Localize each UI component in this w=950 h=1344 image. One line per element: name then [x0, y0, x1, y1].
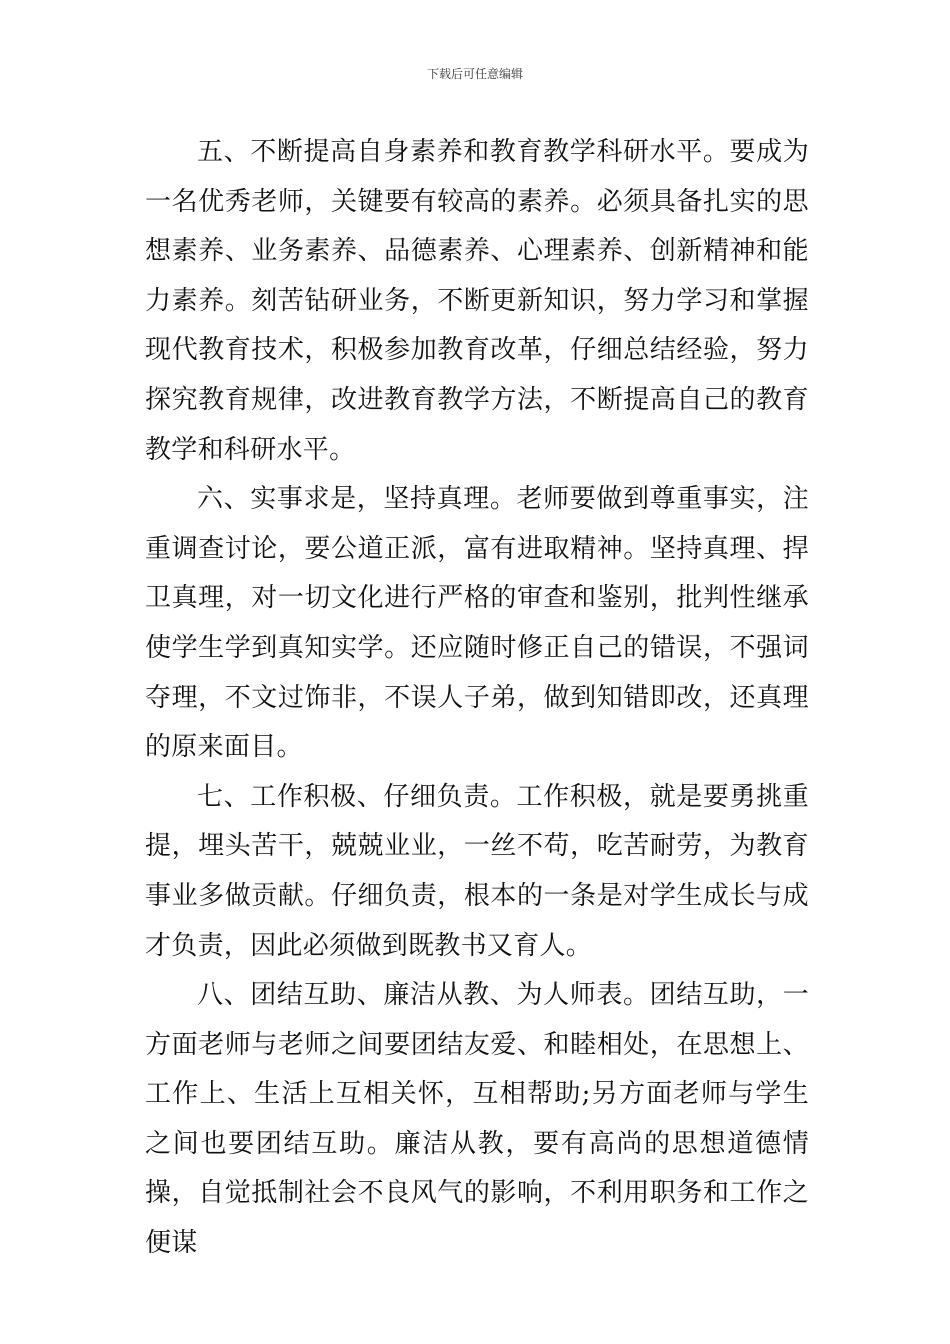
paragraph-seven: 七、工作积极、仔细负责。工作积极，就是要勇挑重提，埋头苦干，兢兢业业，一丝不苟，吃苦耐劳，为教育事业多做贡献。仔细负责，根本的一条是对学生成长与成才负责，因此必须做到既教书又育人。: [145, 781, 809, 961]
document-body: [145, 128, 809, 1269]
paragraph-eight: 八、团结互助、廉洁从教、为人师表。团结互助，一方面老师与老师之间要团结友爱、和睦相处，在思想上、工作上、生活上互相关怀，互相帮助;另方面老师与学生之间也要团结互助。廉洁从教，要有高尚的思想道德情操，自觉抵制社会不良风气的影响，不利用职务和工作之便谋: [145, 980, 809, 1259]
paragraph-five: 五、不断提高自身素养和教育教学科研水平。要成为一名优秀老师，关键要有较高的素养。必须具备扎实的思想素养、业务素养、品德素养、心理素养、创新精神和能力素养。刻苦钻研业务，不断更新知识，努力学习和掌握现代教育技术，积极参加教育改革，仔细总结经验，努力探究教育规律，改进教育教学方法，不断提高自己的教育教学和科研水平。: [145, 137, 809, 465]
page-header-note: 下载后可任意编辑: [426, 67, 523, 81]
paragraph-six: 六、实事求是，坚持真理。老师要做到尊重事实，注重调查讨论，要公道正派，富有进取精神。坚持真理、捍卫真理，对一切文化进行严格的审查和鉴别，批判性继承使学生学到真知实学。还应随时修正自己的错误，不强词夺理，不文过饰非，不误人子弟，做到知错即改，还真理的原来面目。: [145, 484, 809, 763]
